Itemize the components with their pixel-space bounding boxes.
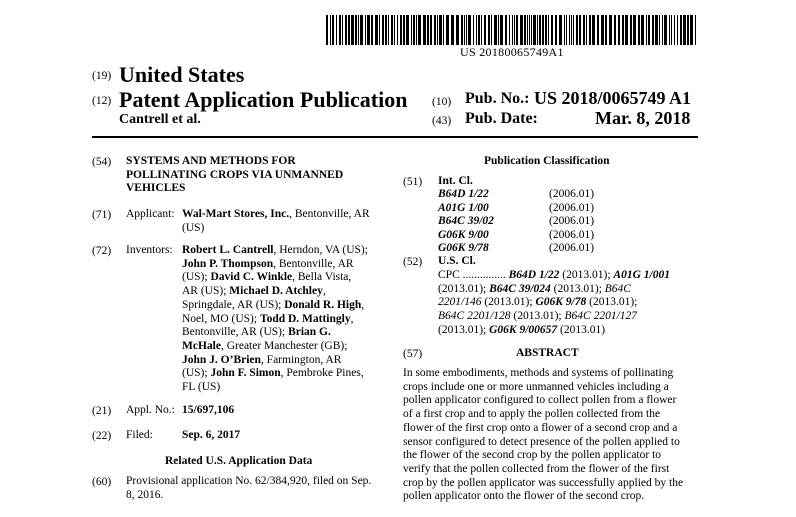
text-line [182, 258, 368, 272]
text-run: B64C 2201/127 [564, 310, 638, 323]
int-cl-year: (2006.01) [549, 242, 595, 254]
text-run: Brian G. [288, 326, 331, 339]
code-71: (71) [92, 209, 112, 221]
text-run: G06K 9/00657 [489, 323, 558, 336]
text-run: , Bella Vista, [292, 271, 352, 284]
invention-title [126, 155, 343, 196]
abstract-line: pollen applicator onto the flower of the second crop. [403, 490, 645, 503]
text-line [438, 310, 694, 324]
code-21: (21) [92, 405, 112, 417]
code-57: (57) [403, 348, 423, 360]
text-line [438, 296, 694, 310]
text-run: B64C [604, 282, 631, 295]
applicant [182, 208, 370, 235]
abstract-line: In some embodiments, methods and systems of pollinating [403, 367, 674, 379]
text-line [182, 285, 368, 299]
text-run: , Pembroke Pines, [280, 367, 364, 380]
text-line [182, 381, 368, 395]
text-run: Robert L. Cantrell [182, 244, 274, 256]
text-run: , Bentonville, AR [273, 257, 354, 270]
text-run: FL (US) [182, 381, 221, 394]
appl-no: 15/697,106 [182, 404, 235, 416]
int-cl-year: (2006.01) [549, 188, 595, 200]
filed-label: Filed: [126, 429, 153, 441]
text-run: (2013.01) [557, 323, 606, 336]
pub-no-label: Pub. No.: [465, 90, 530, 107]
applicant-label: Applicant: [126, 208, 175, 220]
cpc-block [438, 269, 694, 338]
code-19: (19) [92, 70, 112, 82]
int-cl-code: G06K 9/00 [438, 228, 489, 241]
text-line [438, 324, 694, 338]
text-run: (2013.01); [438, 323, 490, 336]
filed-date: Sep. 6, 2017 [182, 429, 241, 441]
barcode-number: US 20180065749A1 [460, 45, 564, 59]
code-52: (52) [403, 256, 423, 268]
title-line: POLLINATING CROPS VIA UNMANNED [126, 168, 344, 181]
barcode-gap [696, 15, 697, 45]
int-cl-code: A01G 1/00 [438, 201, 489, 214]
abstract-line: of a first crop and to apply the pollen collected from the [403, 408, 661, 421]
code-12: (12) [92, 95, 112, 107]
text-run: G06K 9/78 [535, 296, 587, 309]
text-line [182, 340, 368, 354]
applicant-location: , Bentonville, AR [289, 208, 370, 220]
title-line: VEHICLES [126, 182, 186, 195]
int-cl-year: (2006.01) [549, 201, 595, 214]
code-43: (43) [432, 115, 452, 127]
text-run: (US); [182, 271, 211, 284]
text-line [182, 244, 368, 258]
document-type: Patent Application Publication [119, 87, 408, 112]
code-51: (51) [403, 176, 423, 188]
provisional-application [126, 475, 371, 502]
text-line [182, 299, 368, 313]
text-run: AR (US); [182, 285, 230, 298]
int-cl-code: G06K 9/78 [438, 242, 489, 254]
abstract-line: crop by the pollen applicator was successfully applied by the [403, 476, 684, 489]
text-run: (2013.01); [559, 269, 614, 281]
text-run: (2013.01); [550, 282, 605, 295]
text-line [438, 283, 694, 297]
text-run: David C. Winkle [210, 271, 293, 284]
text-run: Michael D. Atchley [229, 285, 323, 298]
provisional-line: 8, 2016. [126, 488, 164, 501]
classification-heading: Publication Classification [484, 155, 610, 167]
text-run: A01G 1/001 [613, 269, 670, 281]
country: United States [119, 62, 245, 87]
code-60: (60) [92, 476, 112, 488]
text-line [182, 354, 368, 368]
text-run: , Farmington, AR [260, 353, 342, 366]
text-run: Noel, MO (US); [182, 312, 260, 325]
inventors-list [182, 244, 368, 395]
appl-no-label: Appl. No.: [126, 404, 175, 416]
provisional-line: Provisional application No. 62/384,920, filed on Sep. [126, 475, 372, 487]
code-54: (54) [92, 156, 112, 168]
text-run: B64C 2201/128 [438, 310, 511, 323]
inventors-label: Inventors: [126, 244, 173, 256]
text-run: Bentonville, AR (US); [182, 326, 289, 339]
code-10: (10) [432, 96, 452, 108]
text-run: John P. Thompson [182, 257, 274, 270]
code-22: (22) [92, 430, 112, 442]
int-cl-label: Int. Cl. [438, 175, 473, 187]
applicant-name: Wal-Mart Stores, Inc. [182, 208, 290, 220]
text-run: , [322, 285, 326, 298]
text-run: (US); [182, 367, 211, 380]
pub-date: Mar. 8, 2018 [595, 108, 691, 128]
abstract-line: verify that the pollen collected from the flower of the first [403, 462, 670, 475]
text-line [182, 271, 368, 285]
text-run: Springdale, AR (US); [182, 298, 285, 311]
text-run: (2013.01); [438, 282, 490, 295]
abstract-line: flower of the first crop onto a flower of a second crop and a [403, 421, 678, 434]
text-run: , Greater Manchester (GB); [220, 339, 348, 352]
text-run: CPC ............... [438, 269, 509, 281]
applicant-short: Cantrell et al. [119, 112, 201, 127]
text-line [438, 269, 694, 283]
text-line [182, 313, 368, 327]
text-run: 2201/146 [438, 296, 482, 309]
text-run: , Herndon, VA (US); [273, 244, 368, 256]
text-run: John J. O’Brien [182, 353, 261, 366]
text-run: John F. Simon [210, 367, 281, 380]
applicant-country: (US) [182, 221, 205, 234]
text-run: McHale [182, 339, 221, 352]
text-run: (2013.01); [510, 310, 565, 323]
text-run: B64C 39/024 [489, 282, 551, 295]
text-run: (2013.01); [481, 296, 536, 309]
text-run: Donald R. High [284, 298, 362, 311]
abstract-line: crops include one or more unmanned vehicles including a [403, 380, 669, 393]
text-run: (2013.01); [586, 296, 638, 309]
us-cl-label: U.S. Cl. [438, 255, 476, 267]
int-cl-year: (2006.01) [549, 215, 595, 227]
header-divider [92, 136, 698, 138]
int-cl-year: (2006.01) [549, 228, 595, 241]
barcode [326, 15, 699, 45]
text-run: Todd D. Mattingly [259, 312, 351, 325]
text-line [182, 367, 368, 381]
text-run: , [350, 312, 354, 325]
abstract-text [403, 367, 695, 504]
code-72: (72) [92, 245, 112, 257]
pub-no: US 2018/0065749 A1 [534, 88, 692, 108]
abstract-heading: ABSTRACT [516, 347, 579, 359]
pub-date-label: Pub. Date: [465, 110, 538, 127]
related-data-heading: Related U.S. Application Data [165, 455, 313, 467]
int-cl-code: B64C 39/02 [438, 215, 494, 227]
abstract-line: the flower of the second crop by the pollen applicator to [403, 449, 662, 462]
text-run: B64D 1/22 [508, 269, 560, 281]
abstract-line: pollen applicator configured to collect pollen from a flower [403, 394, 677, 407]
int-cl-code: B64D 1/22 [438, 188, 489, 200]
title-line: SYSTEMS AND METHODS FOR [126, 155, 296, 167]
abstract-line: sensor configured to detect presence of the pollen applied to [403, 435, 680, 448]
text-line [182, 326, 368, 340]
text-run: , [361, 298, 365, 311]
